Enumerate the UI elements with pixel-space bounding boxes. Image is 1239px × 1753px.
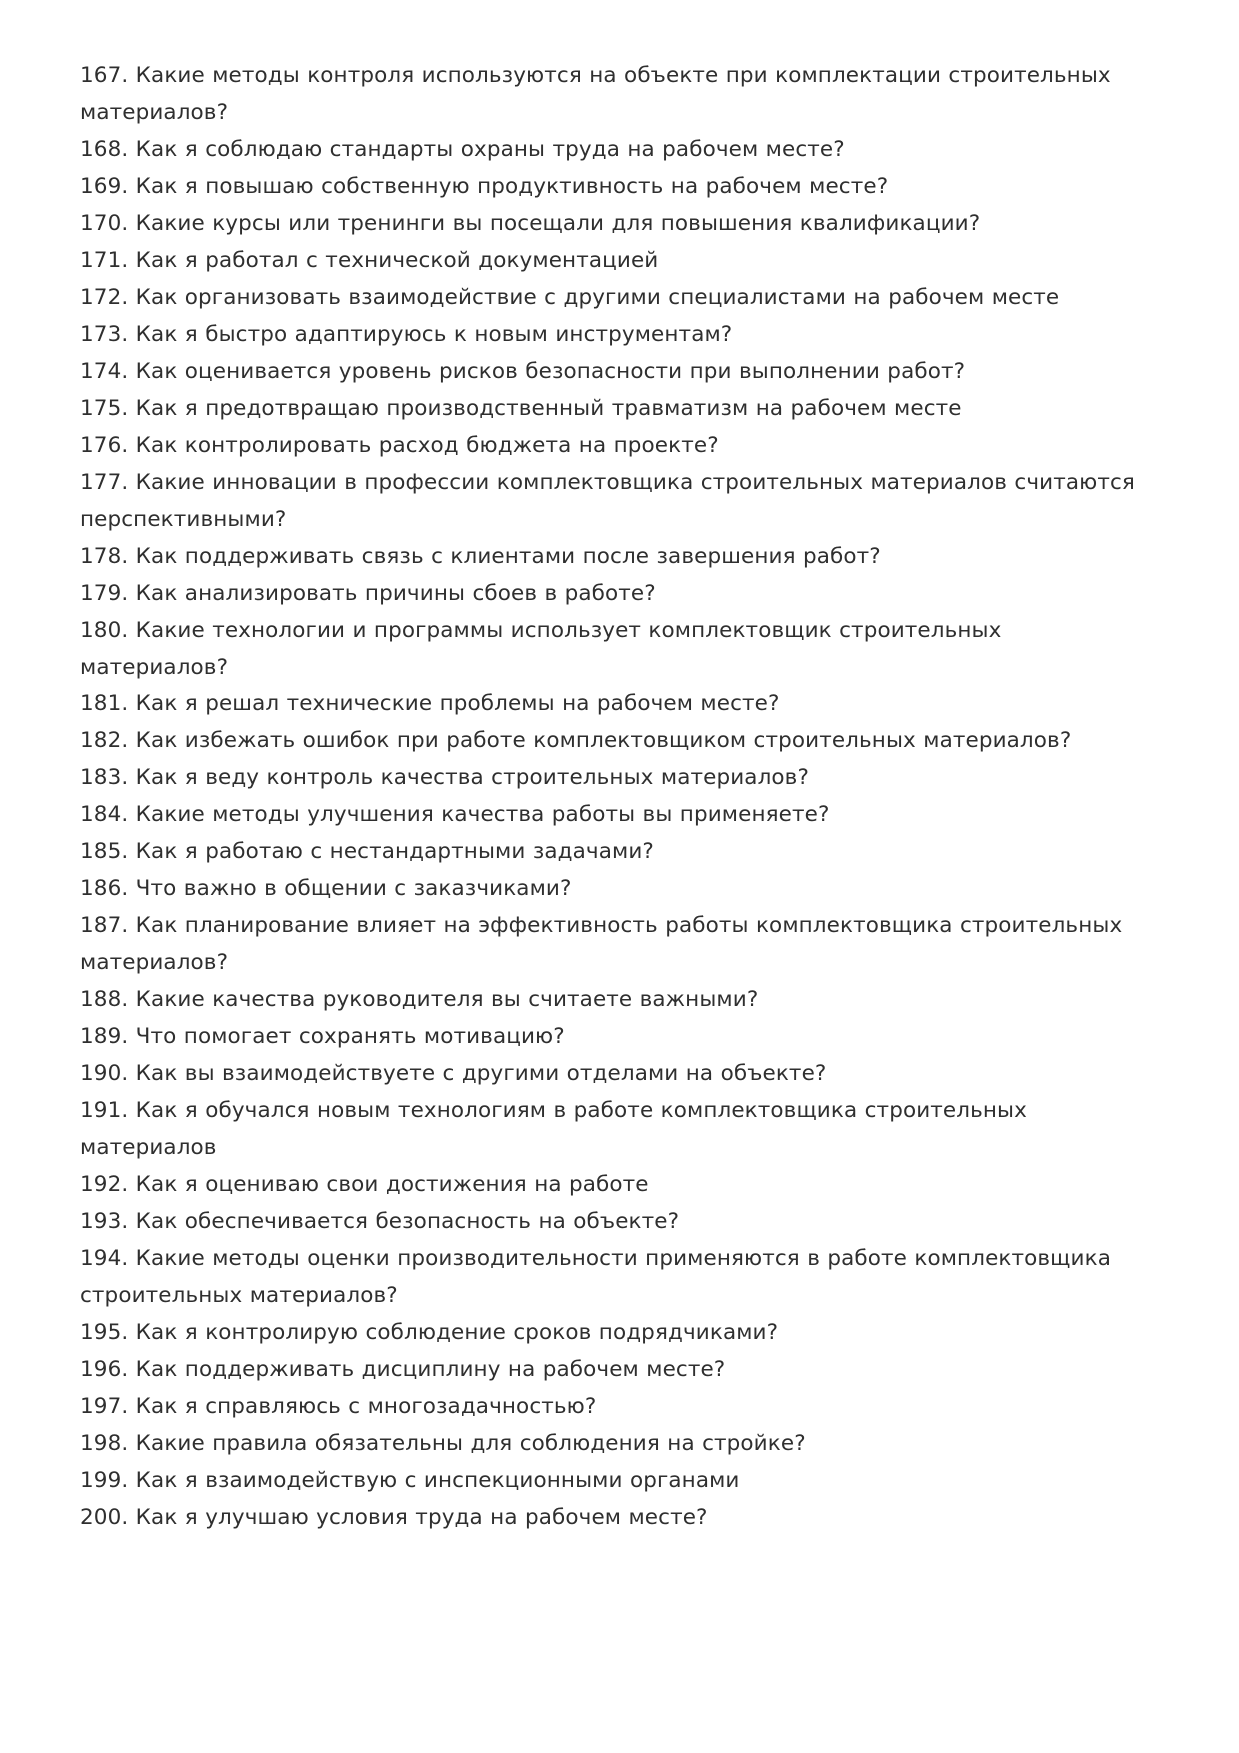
list-item: 174. Как оценивается уровень рисков безопасности при выполнении работ? — [80, 358, 966, 384]
list-item: 183. Как я веду контроль качества строительных материалов? — [80, 765, 809, 791]
list-item: 192. Как я оцениваю свои достижения на работе — [80, 1172, 649, 1198]
list-item: 193. Как обеспечивается безопасность на объекте? — [80, 1209, 680, 1235]
list-item: 199. Как я взаимодействую с инспекционными органами — [80, 1467, 740, 1493]
list-item: 173. Как я быстро адаптируюсь к новым инструментам? — [80, 321, 733, 347]
list-item: 200. Как я улучшаю условия труда на рабочем месте? — [80, 1504, 708, 1530]
list-item: 176. Как контролировать расход бюджета на проекте? — [80, 432, 719, 458]
list-item: 189. Что помогает сохранять мотивацию? — [80, 1024, 565, 1050]
list-item: 167. Какие методы контроля используются на объекте при комплектации строительных материалов? — [80, 63, 1111, 125]
list-item: 191. Как я обучался новым технологиям в работе комплектовщика строительных материалов — [80, 1098, 1027, 1161]
list-item: 170. Какие курсы или тренинги вы посещали для повышения квалификации? — [80, 210, 981, 236]
list-item: 190. Как вы взаимодействуете с другими отделами на объекте? — [80, 1061, 827, 1087]
list-item: 171. Как я работал с технической документацией — [80, 247, 659, 273]
list-item: 172. Как организовать взаимодействие с другими специалистами на рабочем месте — [80, 284, 1060, 310]
list-item: 188. Какие качества руководителя вы считаете важными? — [80, 987, 759, 1013]
list-item: 186. Что важно в общении с заказчиками? — [80, 876, 572, 902]
list-item: 178. Как поддерживать связь с клиентами после завершения работ? — [80, 543, 881, 569]
list-item: 175. Как я предотвращаю производственный травматизм на рабочем месте — [80, 395, 962, 421]
list-item: 182. Как избежать ошибок при работе комплектовщиком строительных материалов? — [80, 728, 1072, 754]
list-item: 180. Какие технологии и программы использует комплектовщик строительных материалов? — [80, 617, 1002, 680]
list-item: 179. Как анализировать причины сбоев в работе? — [80, 580, 656, 606]
list-item: 198. Какие правила обязательны для соблюдения на стройке? — [80, 1430, 806, 1456]
list-item: 194. Какие методы оценки производительности применяются в работе комплектовщика строительных материалов? — [80, 1246, 1111, 1308]
list-item: 195. Как я контролирую соблюдение сроков подрядчиками? — [80, 1319, 779, 1345]
list-item: 181. Как я решал технические проблемы на рабочем месте? — [80, 691, 780, 717]
list-item: 187. Как планирование влияет на эффективность работы комплектовщика строительных материалов? — [80, 913, 1123, 976]
list-item: 197. Как я справляюсь с многозадачностью? — [80, 1393, 597, 1419]
list-item: 169. Как я повышаю собственную продуктивность на рабочем месте? — [80, 173, 889, 199]
list-item: 168. Как я соблюдаю стандарты охраны труда на рабочем месте? — [80, 136, 845, 162]
list-item: 177. Какие инновации в профессии комплектовщика строительных материалов считаются перспективными? — [80, 469, 1135, 532]
list-item: 196. Как поддерживать дисциплину на рабочем месте? — [80, 1356, 726, 1382]
list-item: 184. Какие методы улучшения качества работы вы применяете? — [80, 802, 830, 828]
list-item: 185. Как я работаю с нестандартными задачами? — [80, 839, 654, 865]
question-list — [80, 58, 1143, 1537]
